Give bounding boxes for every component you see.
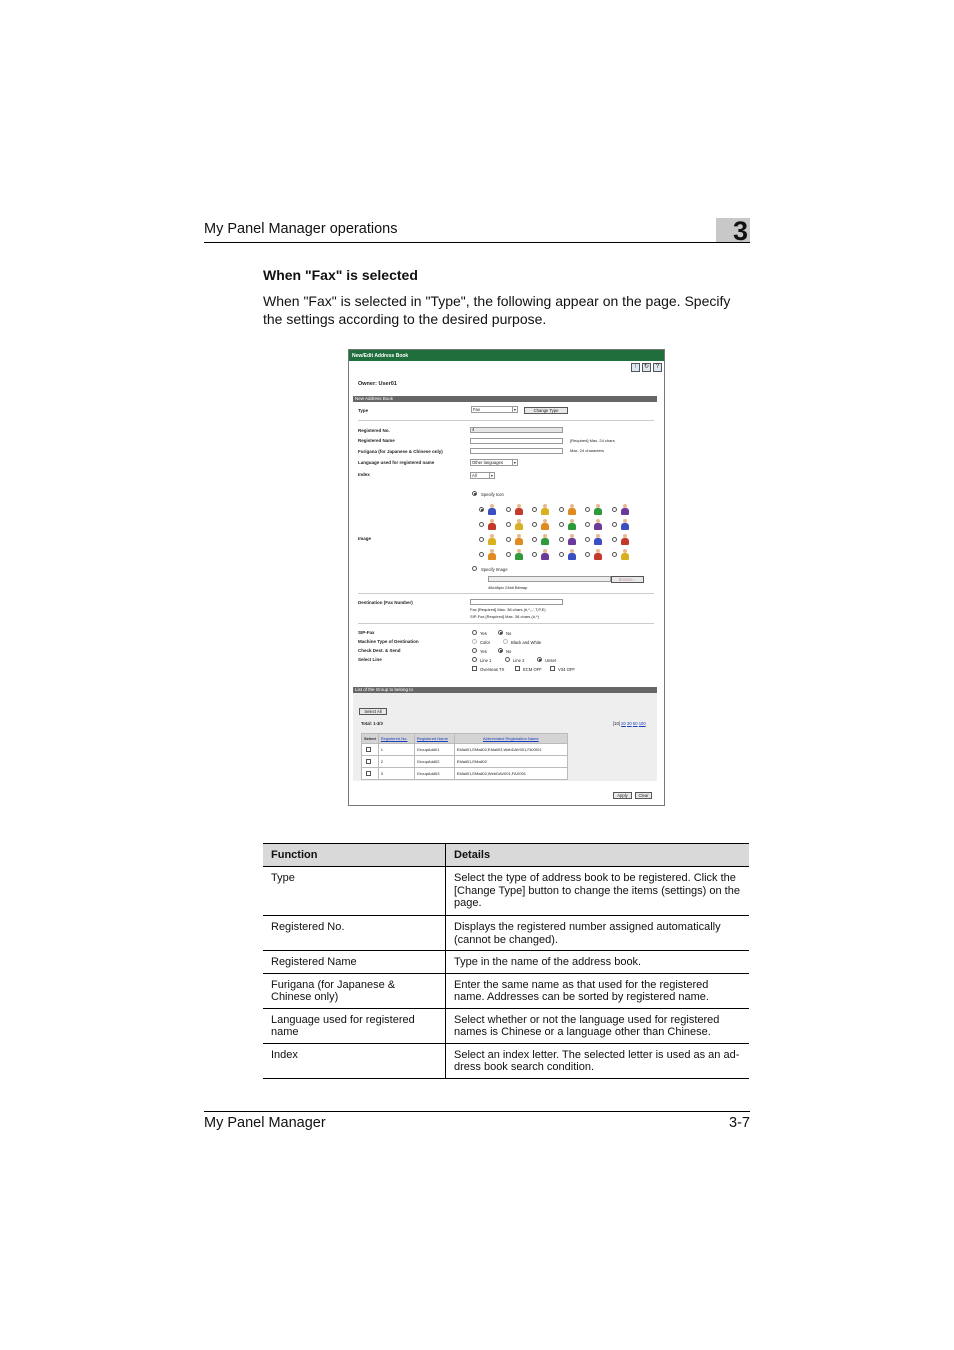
owner-label: Owner: User01 — [358, 381, 397, 387]
paging-link[interactable]: 30 — [627, 721, 632, 726]
image-path-field[interactable] — [488, 576, 611, 582]
sip-fax-yes-radio[interactable] — [472, 630, 477, 635]
table-row — [263, 973, 749, 1008]
page-number: 3-7 — [729, 1115, 750, 1131]
person-icon — [515, 519, 523, 530]
address-book-screenshot — [348, 349, 665, 806]
footer-rule — [204, 1111, 750, 1112]
person-icon — [594, 504, 602, 515]
row-checkbox[interactable] — [366, 771, 371, 776]
icon-option-radio[interactable] — [532, 552, 537, 557]
icon-option-radio[interactable] — [479, 537, 484, 542]
select-cell — [362, 756, 379, 768]
table-row — [263, 916, 749, 951]
check-dest-no-radio[interactable] — [498, 648, 503, 653]
person-icon — [568, 504, 576, 515]
icon-option-radio[interactable] — [612, 537, 617, 542]
line2-radio[interactable] — [505, 657, 510, 662]
paging-link[interactable]: 20 — [621, 721, 626, 726]
check-dest-yes-label: Yes — [480, 649, 487, 654]
paging — [613, 721, 646, 726]
table-row — [263, 1008, 749, 1043]
icon-option-radio[interactable] — [532, 537, 537, 542]
destination-note-fax: Fax [Required] Max. 38 chars (#,*,-,',T,P,E) — [470, 607, 546, 612]
image-note: 48x48pix 24bit Bitmap — [488, 585, 528, 590]
destination-note-sip: SIP-Fax [Required] Max. 38 chars (#,*) — [470, 614, 539, 619]
table-row — [263, 867, 749, 916]
change-type-button[interactable]: Change Type — [524, 407, 568, 414]
registered-no-label: Registered No. — [358, 428, 390, 433]
icon-option-radio[interactable] — [506, 552, 511, 557]
cell: EMail01,EMail02,WebDAV001,FAX001 — [454, 768, 567, 780]
group-bar: List of the Group to belong to — [353, 687, 657, 693]
icon-option-radio[interactable] — [585, 507, 590, 512]
details-cell: Displays the registered number assigned automatically (cannot be changed). — [446, 916, 750, 951]
section-heading: When "Fax" is selected — [263, 267, 418, 283]
person-icon — [621, 504, 629, 515]
function-cell: Type — [263, 867, 446, 916]
details-cell: Select the type of address book to be registered. Click the [Change Type] button to change the items (settings) on the page. — [446, 867, 750, 916]
check-dest-no-label: No — [506, 649, 512, 654]
sip-fax-yes-label: Yes — [480, 631, 487, 636]
col-registered-no[interactable]: Registered No. — [378, 734, 414, 744]
paging-current: [10] — [613, 721, 620, 726]
cell: 2 — [378, 756, 414, 768]
table-row — [362, 768, 568, 780]
person-icon — [488, 534, 496, 545]
paging-link[interactable]: 50 — [632, 721, 638, 726]
divider — [358, 623, 654, 624]
image-label: Image — [358, 536, 372, 541]
chevron-down-icon: ▾ — [490, 473, 493, 478]
destination-label: Destination (Fax Number) — [358, 600, 413, 605]
details-cell: Enter the same name as that used for the registered name. Addresses can be sorted by registered name. — [446, 973, 750, 1008]
group-total: Total: 1-3/3 — [361, 721, 383, 726]
table-row — [362, 756, 568, 768]
v34-off-checkbox[interactable] — [550, 666, 555, 671]
check-dest-label: Check Dest. & Send — [358, 648, 401, 653]
group-table — [361, 733, 568, 780]
cell: GroupAdd02 — [414, 756, 454, 768]
icon-option-radio[interactable] — [559, 537, 564, 542]
clear-button[interactable]: Clear — [635, 792, 652, 799]
window-title: New/Edit Address Book — [349, 350, 664, 361]
person-icon — [515, 534, 523, 545]
apply-button[interactable]: Apply — [613, 792, 632, 799]
chevron-down-icon: ▾ — [513, 460, 516, 465]
check-dest-yes-radio[interactable] — [472, 648, 477, 653]
icon-option-radio[interactable] — [532, 522, 537, 527]
icon-option-radio[interactable] — [559, 522, 564, 527]
icon-option-radio[interactable] — [585, 522, 590, 527]
refresh-icon[interactable]: ↻ — [643, 364, 650, 370]
function-table — [263, 843, 749, 1079]
icon-option-radio[interactable] — [612, 507, 617, 512]
specify-image-radio[interactable] — [472, 566, 477, 571]
function-cell: Index — [263, 1043, 446, 1078]
icon-option-radio[interactable] — [479, 552, 484, 557]
type-label: Type — [358, 408, 369, 413]
type-value: Fax — [473, 407, 480, 412]
icon-option-radio[interactable] — [506, 507, 511, 512]
specify-icon-radio[interactable] — [472, 491, 477, 496]
chapter-number: 3 — [732, 216, 748, 246]
person-icon — [621, 549, 629, 560]
details-cell: Type in the name of the address book. — [446, 951, 750, 974]
icon-option-radio[interactable] — [506, 537, 511, 542]
browse-button[interactable]: Browse... — [611, 576, 644, 583]
black-white-radio[interactable] — [503, 639, 508, 644]
line1-label: Line 1 — [480, 658, 492, 663]
registered-name-label: Registered Name — [358, 438, 395, 443]
icon-option-radio[interactable] — [585, 552, 590, 557]
function-cell: Registered No. — [263, 916, 446, 951]
icon-option-radio[interactable] — [559, 552, 564, 557]
person-icon — [488, 549, 496, 560]
header-rule — [204, 242, 750, 243]
furigana-field[interactable] — [470, 448, 563, 454]
language-select[interactable] — [470, 459, 518, 466]
col-function: Function — [263, 844, 446, 867]
person-icon — [541, 549, 549, 560]
person-icon — [594, 534, 602, 545]
help-icon[interactable]: ? — [653, 363, 662, 372]
overseas-tx-checkbox[interactable] — [472, 666, 477, 671]
language-label: Language used for registered name — [358, 460, 435, 465]
cell: EMail01,EMail02 — [454, 756, 567, 768]
table-row — [263, 1043, 749, 1078]
up-icon[interactable]: ↑ — [631, 363, 640, 372]
registered-name-note: [Required] Max. 24 chars — [570, 438, 615, 443]
footer-title: My Panel Manager — [204, 1115, 326, 1131]
person-icon — [594, 519, 602, 530]
icon-option-radio[interactable] — [479, 507, 484, 512]
chapter-badge — [716, 216, 750, 246]
table-row — [362, 744, 568, 756]
overseas-tx-label: Overseas TX — [480, 667, 505, 672]
person-icon — [621, 534, 629, 545]
header-title: My Panel Manager operations — [204, 221, 398, 237]
destination-field[interactable] — [470, 599, 563, 605]
index-select[interactable] — [470, 472, 495, 479]
row-checkbox[interactable] — [366, 759, 371, 764]
unset-radio[interactable] — [537, 657, 542, 662]
cell: 1 — [378, 744, 414, 756]
section-bar: New Address Book — [353, 396, 657, 402]
person-icon — [594, 549, 602, 560]
chevron-down-icon: ▾ — [513, 407, 516, 412]
specify-image-label: Specify Image — [481, 567, 508, 572]
select-line-label: Select Line — [358, 657, 382, 662]
select-all-button[interactable]: Select All — [359, 708, 387, 715]
cell: GroupAdd01 — [414, 744, 454, 756]
furigana-label: Furigana (for Japanese & Chinese only) — [358, 449, 443, 454]
index-label: Index — [358, 472, 370, 477]
divider — [358, 420, 654, 421]
registered-no-field: 4 — [470, 427, 563, 433]
cell: EMail01,EMail02,EMail03,WebDAV001,FAX001 — [454, 744, 567, 756]
icon-option-radio[interactable] — [479, 522, 484, 527]
icon-option-radio[interactable] — [506, 522, 511, 527]
person-icon — [568, 519, 576, 530]
select-cell — [362, 768, 379, 780]
color-label: Color — [480, 640, 491, 645]
index-value: All — [472, 473, 477, 478]
divider — [358, 593, 654, 594]
icon-option-radio[interactable] — [559, 507, 564, 512]
function-cell: Registered Name — [263, 951, 446, 974]
person-icon — [515, 549, 523, 560]
details-cell: Select whether or not the language used for registered names is Chinese or a language other than Chinese. — [446, 1008, 750, 1043]
cell: GroupAdd03 — [414, 768, 454, 780]
col-details: Details — [446, 844, 750, 867]
ecm-off-label: ECM OFF — [523, 667, 542, 672]
v34-off-label: V34 OFF — [558, 667, 575, 672]
person-icon — [541, 504, 549, 515]
line2-label: Line 2 — [513, 658, 525, 663]
person-icon — [541, 519, 549, 530]
row-checkbox[interactable] — [366, 747, 371, 752]
person-icon — [568, 534, 576, 545]
person-icon — [568, 549, 576, 560]
registered-name-field[interactable] — [470, 438, 563, 444]
person-icon — [488, 504, 496, 515]
details-cell: Select an index letter. The selected letter is used as an ad-dress book search condition. — [446, 1043, 750, 1078]
icon-option-radio[interactable] — [532, 507, 537, 512]
person-icon — [541, 534, 549, 545]
icon-option-radio[interactable] — [612, 552, 617, 557]
col-select: Select — [362, 734, 379, 744]
function-cell: Furigana (for Japanese & Chinese only) — [263, 973, 446, 1008]
icon-option-radio[interactable] — [612, 522, 617, 527]
unset-label: Unset — [545, 658, 556, 663]
specify-icon-label: Specify Icon — [481, 492, 504, 497]
color-radio[interactable] — [472, 639, 477, 644]
language-value: Other languages — [472, 460, 503, 465]
cell: 3 — [378, 768, 414, 780]
machine-type-label: Machine Type of Destination — [358, 639, 419, 644]
paging-link[interactable]: 100 — [638, 721, 646, 726]
black-white-label: Black and White — [511, 640, 542, 645]
sip-fax-no-label: No — [506, 631, 512, 636]
person-icon — [488, 519, 496, 530]
line1-radio[interactable] — [472, 657, 477, 662]
type-select[interactable] — [471, 406, 518, 413]
sip-fax-label: SIP-Fax — [358, 630, 375, 635]
function-cell: Language used for registered name — [263, 1008, 446, 1043]
icon-option-radio[interactable] — [585, 537, 590, 542]
section-paragraph: When "Fax" is selected in "Type", the following appear on the page. Specify the settings according to the desired purpose. — [263, 293, 731, 327]
table-row — [263, 951, 749, 974]
person-icon — [515, 504, 523, 515]
furigana-note: Max. 24 characters — [570, 448, 605, 453]
col-abbreviated-name[interactable]: Abbreviated Registration Name — [454, 734, 567, 744]
col-registered-name[interactable]: Registered Name — [414, 734, 454, 744]
sip-fax-no-radio[interactable] — [498, 630, 503, 635]
person-icon — [621, 519, 629, 530]
select-cell — [362, 744, 379, 756]
toolbar-icons — [631, 363, 662, 372]
ecm-off-checkbox[interactable] — [515, 666, 520, 671]
